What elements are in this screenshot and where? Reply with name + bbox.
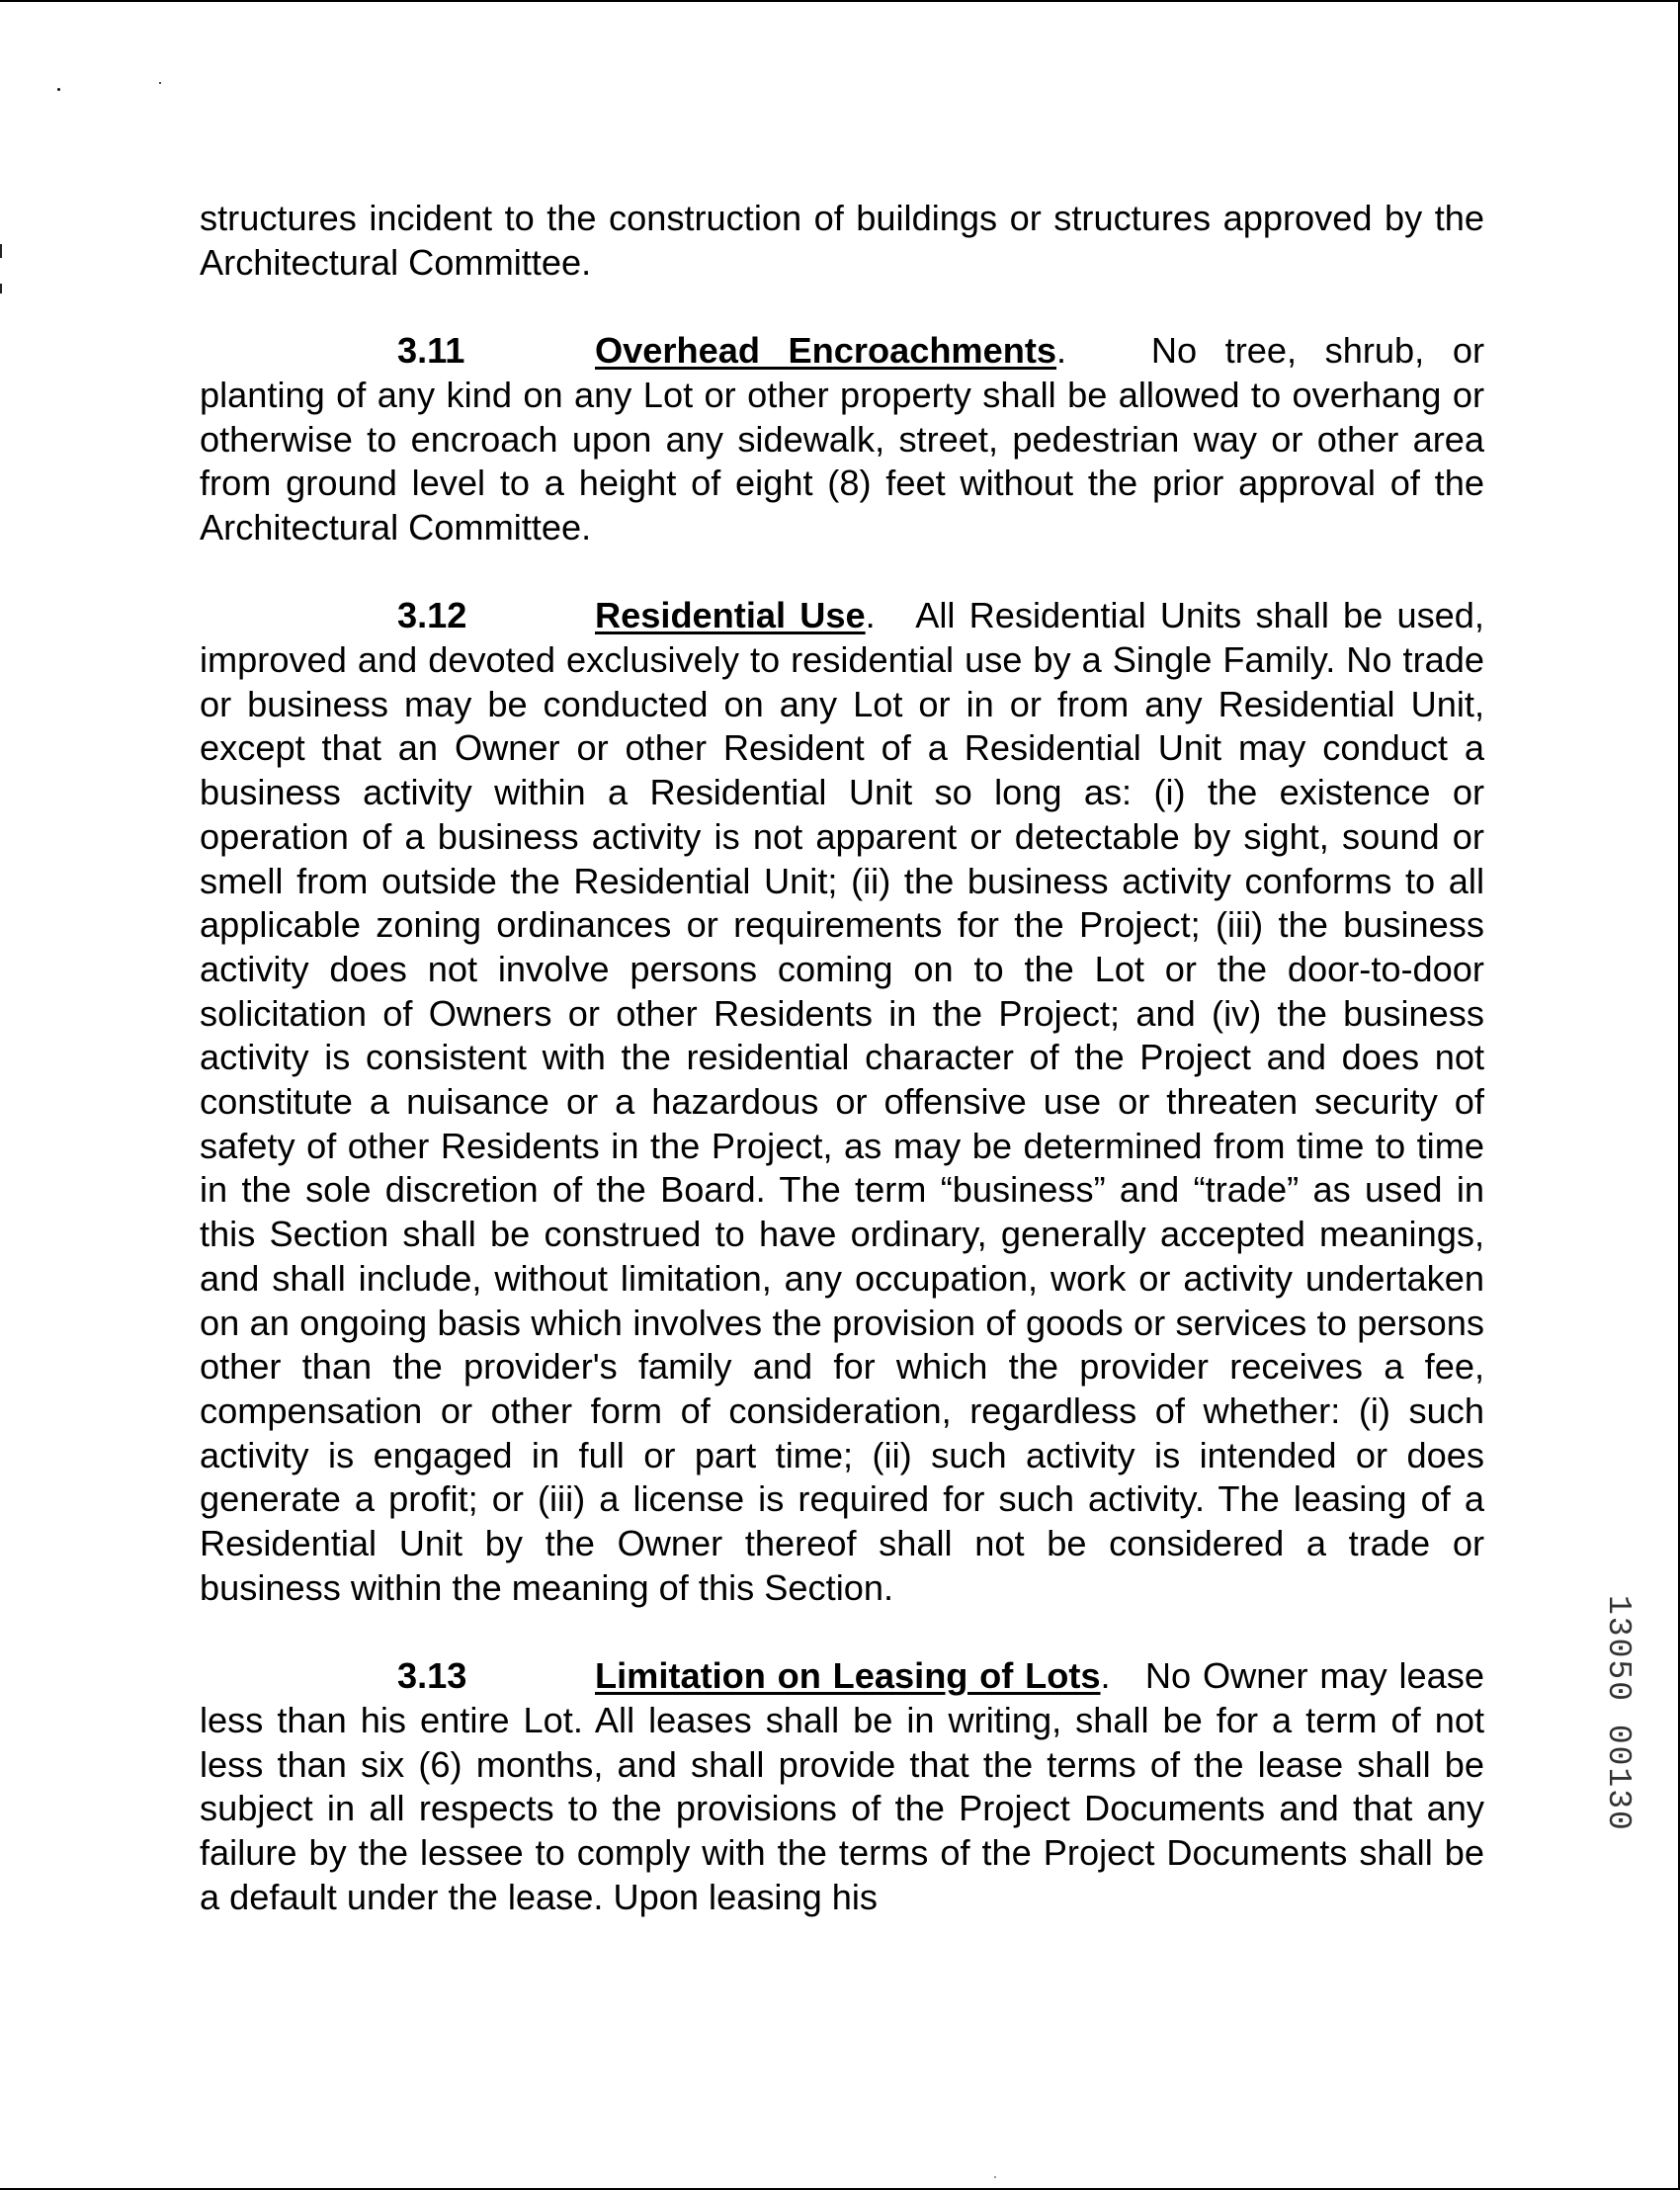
- scan-speck: [57, 88, 60, 91]
- document-number-stamp: 13050 00130: [1600, 1595, 1637, 1832]
- section-number: 3.11: [397, 330, 465, 372]
- paragraph-continuation: [200, 197, 1484, 285]
- scan-edge-mark: [0, 244, 2, 258]
- section-text: All Residential Units shall be used, improved and devoted exclusively to residential use by a Single Family. No trade or business may be conducted on any Lot or in or from any Residential Unit, except that an Owner or other Resident of a Residential Unit may conduct a business activity within a Residential Unit so long as: (i) the existence or operation of a business activity is not apparent or detectable by sight, sound or smell from outside the Residential Unit; (ii) the business activity conforms to all applicable zoning ordinances or requirements for the Project; (iii) the business activity does not involve persons coming on to the Lot or the door-to-door solicitation of Owners or other Residents in the Project; and (iv) the business activity is consistent with the residential character of the Project and does not constitute a nuisance or a hazardous or offensive use or threaten security of safety of other Residents in the Project, as may be determined from time to time in the sole discretion of the Board. The term “business” and “trade” as used in this Section shall be construed to have ordinary, generally accepted meanings, and shall include, without limitation, any occupation, work or activity undertaken on an ongoing basis which involves the provision of goods or services to persons other than the provider's family and for which the provider receives a fee, compensation or other form of consideration, regardless of whether: (i) such activity is engaged in full or part time; (ii) such activity is intended or does generate a profit; or (iii) a license is required for such activity. The leasing of a Residential Unit by the Owner thereof shall not be considered a trade or business within the meaning of this Section.: [200, 595, 1484, 1608]
- section-title: Overhead Encroachments: [595, 330, 1057, 372]
- section-number: 3.13: [397, 1655, 467, 1697]
- section-title: Residential Use: [595, 595, 866, 636]
- section-3-11: 3.11 Overhead Encroachments. No tree, shrub, or planting of any kind on any Lot or other property shall be allowed to overhang or otherwise to encroach upon any sidewalk, street, pedestrian way or other area from ground level to a height of eight (8) feet without the prior approval of the Architectural Committee.: [200, 330, 1484, 548]
- scan-speck: [159, 82, 161, 84]
- section-text: No tree, shrub, or planting of any kind on any Lot or other property shall be allowed to overhang or otherwise to encroach upon any sidewalk, street, pedestrian way or other area from ground level to a height of eight (8) feet without the prior approval of the Architectural Committee.: [200, 330, 1484, 548]
- document-body: [200, 197, 1484, 1964]
- section-title: Limitation on Leasing of Lots: [595, 1655, 1101, 1697]
- paragraph-text: structures incident to the construction of buildings or structures approved by the Architectural Committee.: [200, 198, 1484, 283]
- section-number: 3.12: [397, 595, 467, 636]
- section-text: No Owner may lease less than his entire Lot. All leases shall be in writing, shall be for a term of not less than six (6) months, and shall provide that the terms of the lease shall be subject in all respects to the provisions of the Project Documents and that any failure by the lessee to comply with the terms of the Project Documents shall be a default under the lease. Upon leasing his: [200, 1655, 1484, 1917]
- section-3-13: 3.13 Limitation on Leasing of Lots. No Owner may lease less than his entire Lot. All leases shall be in writing, shall be for a term of not less than six (6) months, and shall provide that the terms of the lease shall be subject in all respects to the provisions of the Project Documents and that any failure by the lessee to comply with the terms of the Project Documents shall be a default under the lease. Upon leasing his: [200, 1655, 1484, 1917]
- section-3-12: 3.12 Residential Use. All Residential Units shall be used, improved and devoted exclusively to residential use by a Single Family. No trade or business may be conducted on any Lot or in or from any Residential Unit, except that an Owner or other Resident of a Residential Unit may conduct a business activity within a Residential Unit so long as: (i) the existence or operation of a business activity is not apparent or detectable by sight, sound or smell from outside the Residential Unit; (ii) the business activity conforms to all applicable zoning ordinances or requirements for the Project; (iii) the business activity does not involve persons coming on to the Lot or the door-to-door solicitation of Owners or other Residents in the Project; and (iv) the business activity is consistent with the residential character of the Project and does not constitute a nuisance or a hazardous or offensive use or threaten security of safety of other Residents in the Project, as may be determined from time to time in the sole discretion of the Board. The term “business” and “trade” as used in this Section shall be construed to have ordinary, generally accepted meanings, and shall include, without limitation, any occupation, work or activity undertaken on an ongoing basis which involves the provision of goods or services to persons other than the provider's family and for which the provider receives a fee, compensation or other form of consideration, regardless of whether: (i) such activity is engaged in full or part time; (ii) such activity is intended or does generate a profit; or (iii) a license is required for such activity. The leasing of a Residential Unit by the Owner thereof shall not be considered a trade or business within the meaning of this Section.: [200, 595, 1484, 1608]
- scan-edge-mark: [0, 284, 2, 294]
- scan-speck: [994, 2176, 996, 2178]
